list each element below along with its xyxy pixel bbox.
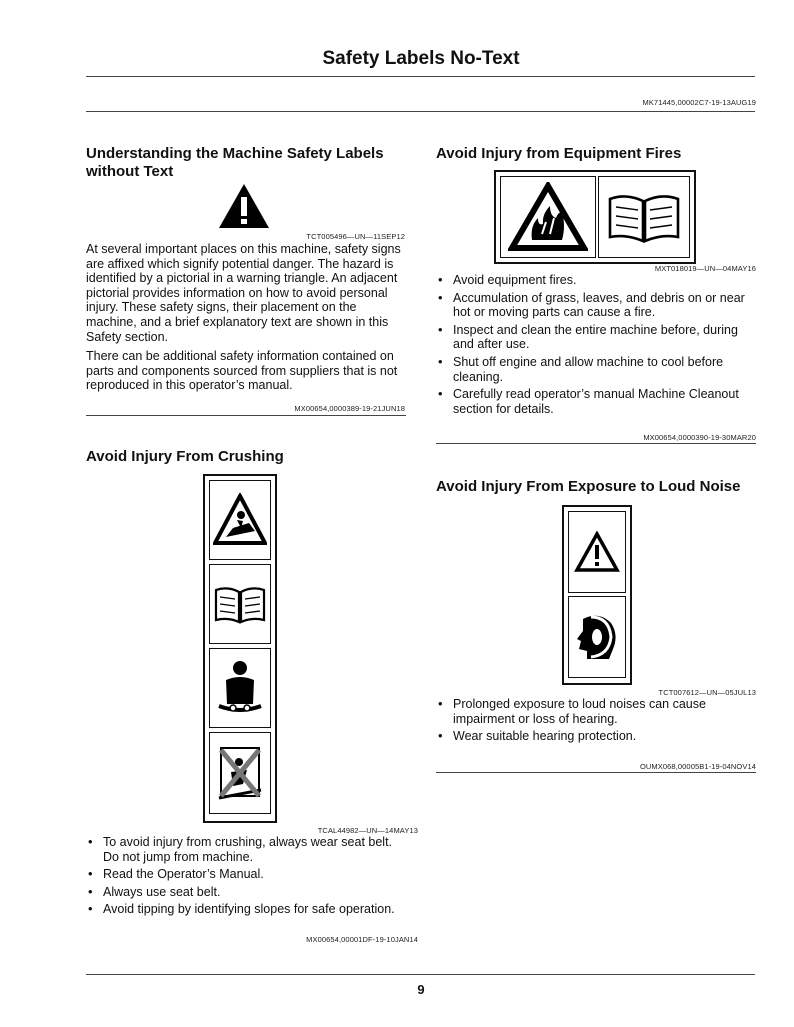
fire-warning-icon bbox=[500, 176, 596, 258]
section-ref: MX00654,00001DF-19-10JAN14 bbox=[306, 935, 418, 944]
section-ref: OUMX068,00005B1-19-04NOV14 bbox=[639, 762, 756, 771]
image-ref: TCT007612—UN—05JUL13 bbox=[658, 688, 756, 697]
title-line-2: without Text bbox=[86, 163, 174, 180]
page-title: Safety Labels No-Text bbox=[322, 48, 520, 69]
noise-bullets bbox=[436, 697, 760, 747]
list-item: • To avoid injury from crushing, always wear seat belt. Do not jump from machine. bbox=[86, 835, 410, 864]
paragraph-2: There can be additional safety information contained on parts and components sourced from suppliers that is not reproduced in this operator’s manual. bbox=[86, 349, 398, 393]
header-rule-2 bbox=[86, 111, 755, 112]
footer-rule bbox=[86, 974, 755, 975]
paragraph-1: At several important places on this machine, safety signs are affixed which signify potential danger. The hazard is identified by a pictorial in a warning triangle. An adjacent pictorial provides information on how to avoid personal injury. These safety signs, their placement on the machine, and a brief explanatory text are shown in this Safety section. bbox=[86, 242, 401, 344]
fires-bullets bbox=[436, 273, 760, 419]
list-item: • Prolonged exposure to loud noises can cause impairment or loss of hearing. bbox=[436, 697, 760, 726]
operators-manual-icon bbox=[598, 176, 690, 258]
noise-safety-label bbox=[562, 505, 632, 685]
operators-manual-icon bbox=[209, 564, 271, 644]
section-ref: MX00654,0000390-19-30MAR20 bbox=[643, 433, 756, 442]
image-ref: TCAL44982—UN—14MAY13 bbox=[317, 826, 418, 835]
list-item: • Shut off engine and allow machine to cool before cleaning. bbox=[436, 355, 760, 384]
hearing-protection-icon bbox=[568, 596, 626, 678]
warning-triangle-icon bbox=[217, 182, 271, 235]
section-title-noise: Avoid Injury From Exposure to Loud Noise bbox=[436, 478, 741, 495]
section-rule bbox=[436, 772, 756, 773]
list-item: • Read the Operator’s Manual. bbox=[86, 867, 410, 882]
fire-safety-label bbox=[494, 170, 696, 264]
list-item: • Accumulation of grass, leaves, and debris on or near hot or moving parts can cause a fire. bbox=[436, 291, 760, 320]
list-item: • Avoid tipping by identifying slopes for safe operation. bbox=[86, 902, 410, 917]
list-item: • Carefully read operator’s manual Machine Cleanout section for details. bbox=[436, 387, 760, 416]
list-item: • Avoid equipment fires. bbox=[436, 273, 760, 288]
no-jumping-icon bbox=[209, 732, 271, 814]
seat-belt-icon bbox=[209, 648, 271, 728]
image-ref: MXT018019—UN—04MAY16 bbox=[654, 264, 756, 273]
section-title-understanding bbox=[86, 145, 416, 181]
section-ref: MX00654,0000389-19-21JUN18 bbox=[294, 404, 405, 413]
list-item: • Always use seat belt. bbox=[86, 885, 410, 900]
section-rule bbox=[436, 443, 756, 444]
crushing-bullets bbox=[86, 835, 410, 920]
crushing-safety-label bbox=[203, 474, 277, 823]
page-number: 9 bbox=[417, 982, 425, 997]
header-ref: MK71445,00002C7-19-13AUG19 bbox=[642, 98, 756, 107]
crush-hazard-icon bbox=[209, 480, 271, 560]
general-warning-icon bbox=[568, 511, 626, 593]
section-title-crushing: Avoid Injury From Crushing bbox=[86, 448, 284, 465]
image-ref: TCT005496—UN—11SEP12 bbox=[306, 232, 405, 241]
section-title-fires: Avoid Injury from Equipment Fires bbox=[436, 145, 682, 162]
title-line-1: Understanding the Machine Safety Labels bbox=[86, 145, 384, 162]
list-item: • Inspect and clean the entire machine before, during and after use. bbox=[436, 323, 760, 352]
list-item: • Wear suitable hearing protection. bbox=[436, 729, 760, 744]
section-rule bbox=[86, 415, 406, 416]
header-rule bbox=[86, 76, 755, 77]
